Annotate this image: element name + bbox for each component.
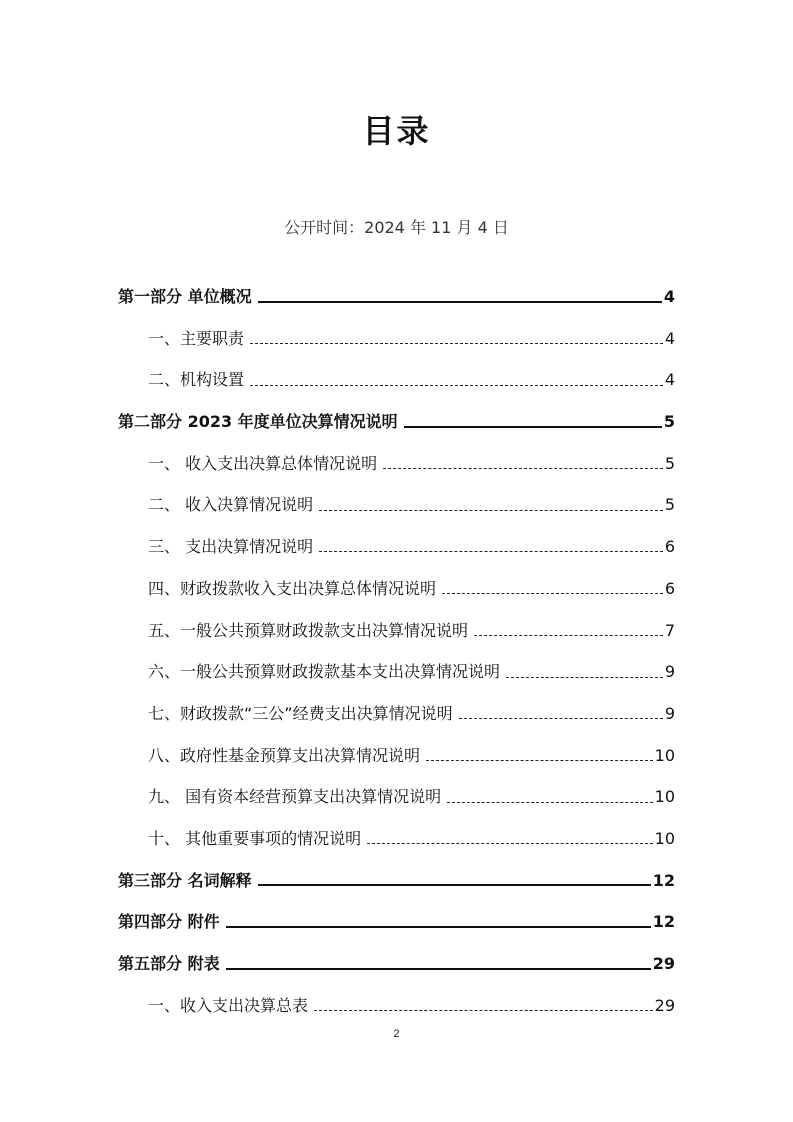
toc-subsection-entry[interactable] xyxy=(118,530,675,572)
toc-subsection-entry[interactable] xyxy=(118,655,675,697)
toc-entry-title: 一、主要职责 xyxy=(148,328,245,348)
toc-entry-title: 第五部分 附表 xyxy=(118,954,220,973)
toc-entry-title: 六、一般公共预算财政拨款基本支出决算情况说明 xyxy=(148,662,501,682)
toc-entry-page: 6 xyxy=(664,578,675,598)
toc-entry-title: 二、机构设置 xyxy=(148,370,245,390)
page-number: 2 xyxy=(393,1028,400,1040)
toc-leader-line xyxy=(226,926,651,928)
toc-section-entry[interactable] xyxy=(118,947,675,989)
toc-subsection-entry[interactable] xyxy=(118,488,675,530)
toc-leader-line xyxy=(314,1010,653,1011)
toc-entry-page: 4 xyxy=(664,370,675,390)
toc-leader-line xyxy=(404,426,662,428)
toc-entry-title: 一、 收入支出决算总体情况说明 xyxy=(148,453,378,473)
toc-leader-line xyxy=(426,760,653,761)
toc-subsection-entry[interactable] xyxy=(118,363,675,405)
toc-entry-title: 八、政府性基金预算支出决算情况说明 xyxy=(148,745,421,765)
toc-entry-title: 第三部分 名词解释 xyxy=(118,870,252,890)
toc-entry-page: 10 xyxy=(654,745,675,765)
toc-leader-line xyxy=(258,301,662,303)
toc-subsection-entry[interactable] xyxy=(118,697,675,739)
toc-subsection-entry[interactable] xyxy=(118,614,675,656)
toc-entry-title: 第四部分 附件 xyxy=(118,912,220,932)
toc-entry-page: 4 xyxy=(663,287,675,306)
toc-entry-page: 10 xyxy=(654,828,675,848)
toc-entry-page: 29 xyxy=(654,995,675,1015)
toc-entry-page: 9 xyxy=(664,662,675,682)
toc-entry-title: 四、财政拨款收入支出决算总体情况说明 xyxy=(148,578,437,598)
toc-entry-title: 五、一般公共预算财政拨款支出决算情况说明 xyxy=(148,620,469,640)
toc-entry-page: 6 xyxy=(664,537,675,557)
toc-entry-page: 5 xyxy=(664,453,675,473)
toc-entry-title: 第一部分 单位概况 xyxy=(118,287,252,306)
toc-entry-page: 7 xyxy=(664,620,675,640)
toc-entry-page: 5 xyxy=(664,495,675,515)
toc-entry-page: 5 xyxy=(663,412,675,432)
toc-entry-title: 十、 其他重要事项的情况说明 xyxy=(148,828,362,848)
toc-entry-page: 12 xyxy=(652,870,675,890)
toc-leader-line xyxy=(506,677,663,678)
toc-leader-line xyxy=(474,635,663,636)
toc-leader-line xyxy=(319,551,663,552)
toc-subsection-entry[interactable] xyxy=(118,822,675,864)
toc-leader-line xyxy=(258,884,651,886)
toc-leader-line xyxy=(367,843,653,844)
toc-leader-line xyxy=(383,468,663,469)
toc-entry-title: 七、财政拨款“三公”经费支出决算情况说明 xyxy=(148,703,453,723)
toc-subsection-entry[interactable] xyxy=(118,322,675,364)
toc-leader-line xyxy=(447,802,653,803)
toc-leader-line xyxy=(250,385,663,386)
toc-entry-page: 10 xyxy=(654,787,675,807)
toc-leader-line xyxy=(459,718,663,719)
toc-leader-line xyxy=(319,510,663,511)
toc-section-entry[interactable] xyxy=(118,405,675,447)
toc-entry-page: 9 xyxy=(664,703,675,723)
toc-section-entry[interactable] xyxy=(118,864,675,906)
toc-subsection-entry[interactable] xyxy=(118,780,675,822)
toc-section-entry[interactable] xyxy=(118,280,675,322)
toc-entry-page: 12 xyxy=(652,912,675,932)
page-title: 目录 xyxy=(362,112,431,150)
toc-entry-title: 二、 收入决算情况说明 xyxy=(148,495,314,515)
toc-entry-title: 一、收入支出决算总表 xyxy=(148,995,309,1015)
toc-subsection-entry[interactable] xyxy=(118,572,675,614)
toc-entry-title: 三、 支出决算情况说明 xyxy=(148,537,314,557)
toc-subsection-entry[interactable] xyxy=(118,739,675,781)
toc-entry-title: 第二部分 2023 年度单位决算情况说明 xyxy=(118,412,398,432)
toc-section-entry[interactable] xyxy=(118,905,675,947)
toc-entry-page: 4 xyxy=(664,328,675,348)
toc-leader-line xyxy=(250,343,663,344)
toc-entry-title: 九、 国有资本经营预算支出决算情况说明 xyxy=(148,787,442,807)
publish-date: 公开时间：2024 年 11 月 4 日 xyxy=(284,218,509,237)
toc-entry-page: 29 xyxy=(652,954,675,973)
table-of-contents xyxy=(118,280,675,1030)
toc-subsection-entry[interactable] xyxy=(118,447,675,489)
toc-leader-line xyxy=(226,968,651,970)
toc-leader-line xyxy=(442,593,663,594)
toc-subsection-entry[interactable] xyxy=(118,989,675,1031)
